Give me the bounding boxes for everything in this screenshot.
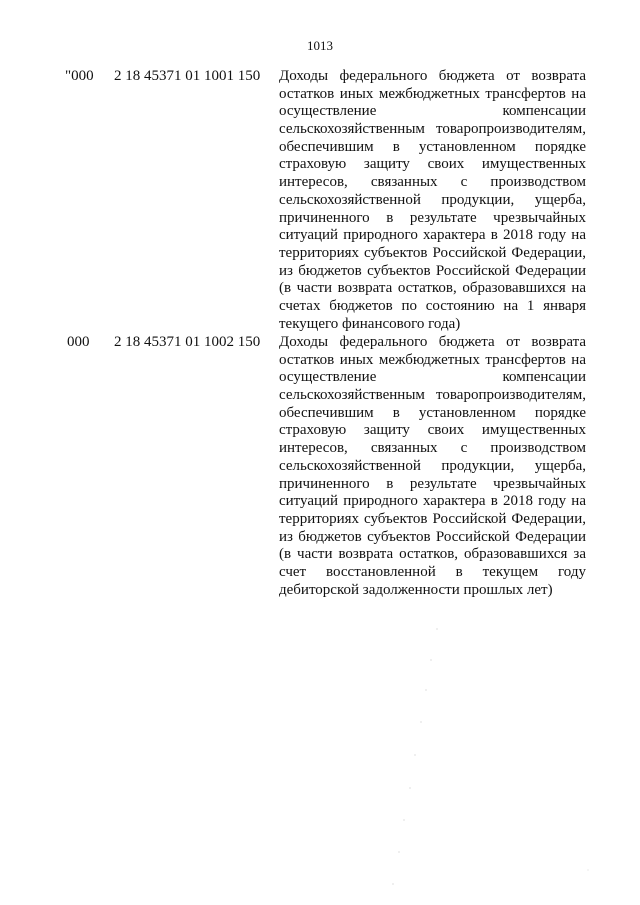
description-line: счет восстановленной в текущем году bbox=[279, 563, 586, 580]
admin-code: 000 bbox=[67, 334, 90, 350]
description-line: сельскохозяйственным товаропроизводителям, bbox=[279, 387, 586, 404]
budget-classification-code: 2 18 45371 01 1002 150 bbox=[114, 334, 261, 350]
budget-classification-code: 2 18 45371 01 1001 150 bbox=[114, 68, 261, 84]
description-line: остатков иных межбюджетных трансфертов на bbox=[279, 85, 586, 102]
description-line: из бюджетов субъектов Российской Федерации bbox=[279, 262, 586, 279]
description-line: обеспечившим в установленном порядке bbox=[279, 138, 586, 155]
description-line: ситуаций природного характера в 2018 году на bbox=[279, 227, 586, 244]
admin-code: "000 bbox=[65, 68, 94, 84]
description-line: Доходы федерального бюджета от возврата bbox=[279, 334, 586, 350]
description-line: территориях субъектов Российской Федерации, bbox=[279, 510, 586, 527]
description-line: причиненного в результате чрезвычайных bbox=[279, 475, 586, 492]
description-line: ситуаций природного характера в 2018 году на bbox=[279, 493, 586, 510]
description-line: обеспечившим в установленном порядке bbox=[279, 404, 586, 421]
description-line: из бюджетов субъектов Российской Федерации bbox=[279, 528, 586, 545]
description-line: (в части возврата остатков, образовавшихся за bbox=[279, 546, 586, 563]
page-number: 1013 bbox=[307, 38, 333, 53]
description-line: сельскохозяйственной продукции, ущерба, bbox=[279, 191, 586, 208]
description-line: интересов, связанных с производством bbox=[279, 174, 586, 191]
income-description bbox=[279, 68, 586, 333]
description-line: дебиторской задолженности прошлых лет) bbox=[279, 581, 553, 598]
description-line: осуществление компенсации bbox=[279, 103, 586, 120]
description-line: страховую защиту своих имущественных bbox=[279, 156, 586, 173]
description-line: осуществление компенсации bbox=[279, 369, 586, 386]
description-line: текущего финансового года) bbox=[279, 315, 461, 332]
description-line: сельскохозяйственным товаропроизводителям, bbox=[279, 121, 586, 138]
description-line: счетах бюджетов по состоянию на 1 января bbox=[279, 297, 586, 314]
income-description bbox=[279, 334, 586, 599]
description-line: причиненного в результате чрезвычайных bbox=[279, 209, 586, 226]
description-line: сельскохозяйственной продукции, ущерба, bbox=[279, 457, 586, 474]
description-line: (в части возврата остатков, образовавшихся на bbox=[279, 280, 586, 297]
description-line: остатков иных межбюджетных трансфертов на bbox=[279, 351, 586, 368]
description-line: страховую защиту своих имущественных bbox=[279, 422, 586, 439]
description-line: интересов, связанных с производством bbox=[279, 440, 586, 457]
description-line: Доходы федерального бюджета от возврата bbox=[279, 68, 586, 84]
description-line: территориях субъектов Российской Федерации, bbox=[279, 244, 586, 261]
